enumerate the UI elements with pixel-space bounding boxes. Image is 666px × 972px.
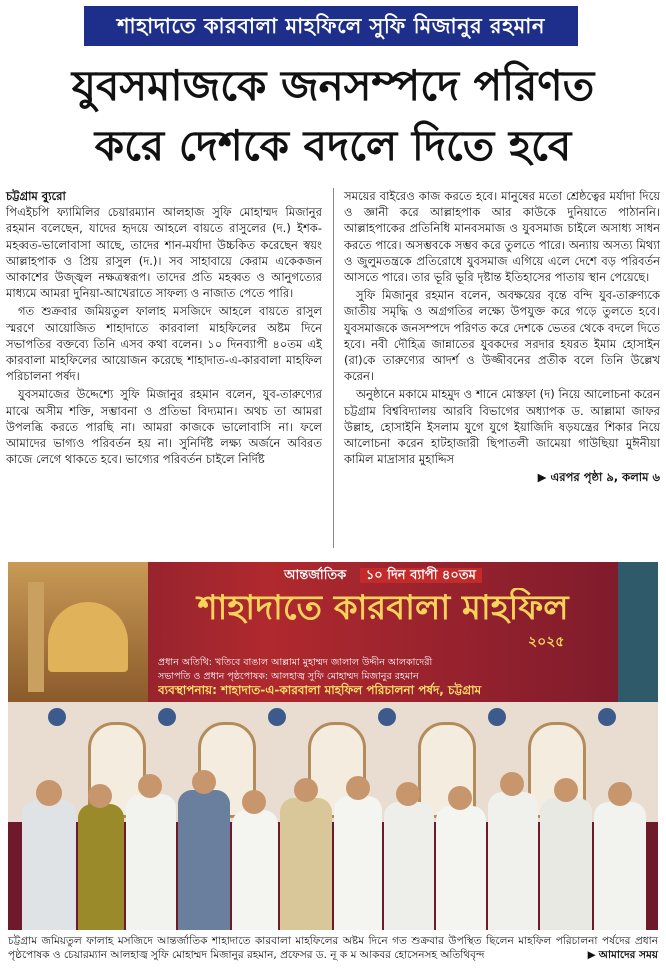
- banner-line-label: প্রধান অতিথি:: [158, 657, 213, 668]
- guest-head: [88, 784, 112, 808]
- dateline: চট্টগ্রাম ব্যুরো: [6, 189, 66, 203]
- ornament-icon: [378, 708, 396, 726]
- article-paragraph: অনুষ্ঠানে মকামে মাহমুদ ও শানে মোস্তফা (দ) নিয়ে আলোচনা করেন চট্টগ্রাম বিশ্ববিদ্যালয় আরবি বিভাগের অধ্যাপক ড. আল্লামা জাফর উল্লাহ, হোসাইনি ইসলাম যুগে যুগে ইয়াজিদি ষড়যন্ত্রের শিকার নিয়ে আলোচনা করেন হাটহাজারী ছিপাতলী জামেয়া গাউছিয়া মুঈনীয়া কামিল মাদ্রাসার মুহাদ্দিস: [344, 387, 660, 467]
- dome-shape: [48, 602, 128, 672]
- guest-head: [138, 774, 162, 798]
- guest-head: [294, 778, 318, 802]
- guest-figure: [334, 796, 382, 930]
- photo-caption: [8, 934, 658, 962]
- banner-management: ব্যবস্থাপনায়: শাহাদাত-এ-কারবালা মাহফিল পরিচালনা পর্ষদ, চট্টগ্রাম: [158, 683, 482, 697]
- guest-figure: [280, 798, 332, 930]
- guest-figure: [594, 802, 646, 930]
- continued-label: এরপর পৃষ্ঠা ৯, কলাম ৬: [550, 470, 660, 485]
- article-column-right: [344, 188, 660, 486]
- banner-subtitle: [148, 566, 618, 587]
- column-divider: [333, 188, 334, 548]
- article-paragraph: সুফি মিজানুর রহমান বলেন, অবক্ষয়ের বৃন্তে বন্দি যুব-তারুণ্যকে জাতীয় সমৃদ্ধি ও অগ্রগতির লক্ষ্যে উপযুক্ত করে গড়ে তুলতে হবে। যুবসমাজকে জনসম্পদে পরিণত করে দেশকে ভেতর থেকে বদলে দিতে হবে। নবী দৌহিত্র জান্নাতের যুবকদের সরদার হযরত ইমাম হোসাইন (রা)কে তারুণ্যের আদর্শ ও উজ্জীবনের প্রতীক বলে তিনি উল্লেখ করেন।: [344, 288, 660, 384]
- guest-figure: [126, 794, 176, 930]
- arrow-right-icon: ▶: [537, 470, 547, 485]
- article-paragraph: যুবসমাজের উদ্দেশ্যে সুফি মিজানুর রহমান বলেন, যুব-তারুণ্যের মাঝে অসীম শক্তি, সম্ভাবনা ও প্রতিভা বিদ্যমান। অথচ তা আমরা উপলব্ধি করতে পারছি না। আমরা কাজকে ভালোবাসি না। ফলে আমাদের ভাগ্যও পরিবর্তন হয় না। সুনির্দিষ্ট লক্ষ্য অর্জনে অবিরত কাজে লেগে থাকতে হবে। ভাগ্যের পরিবর্তন চাইলে নির্দিষ্ট: [6, 387, 322, 467]
- banner-line-value: আলহাজ্ব সুফি মোহাম্মদ মিজানুর রহমান: [271, 671, 419, 682]
- ornament-icon: [268, 708, 286, 726]
- article-text: পিএইচপি ফ্যামিলির চেয়ারম্যান আলহাজ সুফি মোহাম্মদ মিজানুর রহমান বলেছেন, যাদের হৃদয়ে আহলে বায়তে রাসুলের (দ.) ইশক-মহব্বত-ভালোবাসা আছে, তাদের শান-মর্যাদা উচ্চকিত করেছেন স্বয়ং আল্লাহপাক ও প্রিয় রাসুল (দ.)। সব সাহাবায়ে কেরাম একেকজন আকাশের উজ্জ্বল নক্ষত্রস্বরূপ। তাদের প্রতি মহব্বত ও আনুগত্যের মাধ্যমে আমরা দুনিয়া-আখেরাতে সাফল্য ও নাজাত পেতে পারি।: [6, 205, 322, 301]
- guest-head: [500, 772, 524, 796]
- kicker-banner: শাহাদাতে কারবালা মাহফিলে সুফি মিজানুর রহমান: [84, 6, 578, 46]
- photo-credit: [588, 948, 658, 962]
- ornament-icon: [48, 708, 66, 726]
- banner-title: শাহাদাতে কারবালা মাহফিল: [197, 588, 569, 628]
- group-of-guests: [8, 762, 658, 930]
- guest-head: [192, 770, 216, 794]
- guest-head: [396, 782, 420, 806]
- article-paragraph: [6, 188, 322, 301]
- banner-chief-guest: [158, 656, 598, 671]
- credit-label: আমাদের সময়: [598, 949, 658, 961]
- banner-line-value: খতিবে বাঙাল আল্লামা মুহাম্মদ জালাল উদ্দীন আলকাদেরী: [215, 657, 433, 668]
- guest-figure: [232, 810, 278, 930]
- ornament-icon: [598, 708, 616, 726]
- headline-line-1: যুবসমাজকে জনসম্পদে পরিণত: [71, 61, 595, 110]
- mosque-image: [618, 562, 658, 702]
- guest-figure: [78, 804, 124, 930]
- article-paragraph: গত শুক্রবার জমিয়তুল ফালাহ মসজিদে আহলে বায়তে রাসুল স্মরণে আয়োজিত শাহাদাতে কারবালা মাহফিলের অষ্টম দিনে সভাপতির বক্তব্যে তিনি এসব কথা বলেন। ১০ দিনব্যাপী ৪০তম এই কারবালা মাহফিলের আয়োজন করেছে শাহাদাত-এ-কারবালা মাহফিল পরিচালনা পর্ষদ।: [6, 304, 322, 384]
- banner-duration: ১০ দিন ব্যাপী ৪০তম: [360, 568, 482, 583]
- headline-line-2: করে দেশকে বদলে দিতে হবে: [94, 121, 572, 170]
- guest-figure: [384, 802, 434, 930]
- event-photo: [8, 562, 658, 930]
- headline: [10, 56, 656, 176]
- shrine-image: [8, 562, 148, 702]
- arrow-right-icon: ▶: [587, 949, 596, 961]
- guest-head: [608, 782, 632, 806]
- guest-head: [554, 778, 578, 802]
- guest-figure: [178, 790, 230, 930]
- guest-figure: [436, 806, 486, 930]
- guest-figure: [22, 800, 76, 930]
- guest-head: [36, 780, 62, 806]
- guest-figure: [540, 798, 592, 930]
- banner-line-label: সভাপতি ও প্রধান পৃষ্ঠপোষক:: [158, 671, 269, 682]
- minaret-shape: [28, 582, 44, 692]
- guest-figure: [488, 792, 538, 930]
- guest-head: [448, 786, 472, 810]
- banner-international: আন্তর্জাতিক: [284, 568, 347, 583]
- banner-year: ২০২৫: [528, 634, 565, 650]
- guest-head: [346, 776, 370, 800]
- article-column-left: [6, 188, 322, 469]
- ornament-icon: [488, 708, 506, 726]
- article-paragraph: সময়ের বাইরেও কাজ করতে হবে। মানুষের মতো শ্রেষ্ঠত্বের মর্যাদা দিয়ে ও জ্ঞানী করে আল্লাহপাক আর কাউকে দুনিয়াতে পাঠাননি। আল্লাহপাকের প্রতিনিধি মানবসমাজ ও যুবসমাজ চাইলে অসাধ্য সাধন করতে পারে। অসম্ভবকে সম্ভব করে তুলতে পারে। অন্যায় অসত্য মিথ্যা ও জুলুমতন্ত্রকে প্রতিরোধে যুবসমাজ এগিয়ে এলে দেশে বড় পরিবর্তন আসতে পারে। তার ভূরি ভূরি দৃষ্টান্ত ইতিহাসের পাতায় স্থান পেয়েছে।: [344, 189, 660, 285]
- continued-link[interactable]: [344, 469, 660, 485]
- caption-text: চট্টগ্রাম জমিয়তুল ফালাহ মসজিদে আন্তর্জাতিক শাহাদাতে কারবালা মাহফিলের অষ্টম দিনে গত শুক্রবার উপস্থিত ছিলেন মাহফিল পরিচালনা পর্ষদের প্রধান পৃষ্ঠপোষক ও চেয়ারম্যান আলহাজ্ব সুফি মোহাম্মদ মিজানুর রহমান, প্রফেসর ড. নূ ক ম আকবর হোসেনসহ অতিথিবৃন্দ: [8, 935, 658, 961]
- ornament-icon: [158, 708, 176, 726]
- guest-head: [242, 790, 266, 814]
